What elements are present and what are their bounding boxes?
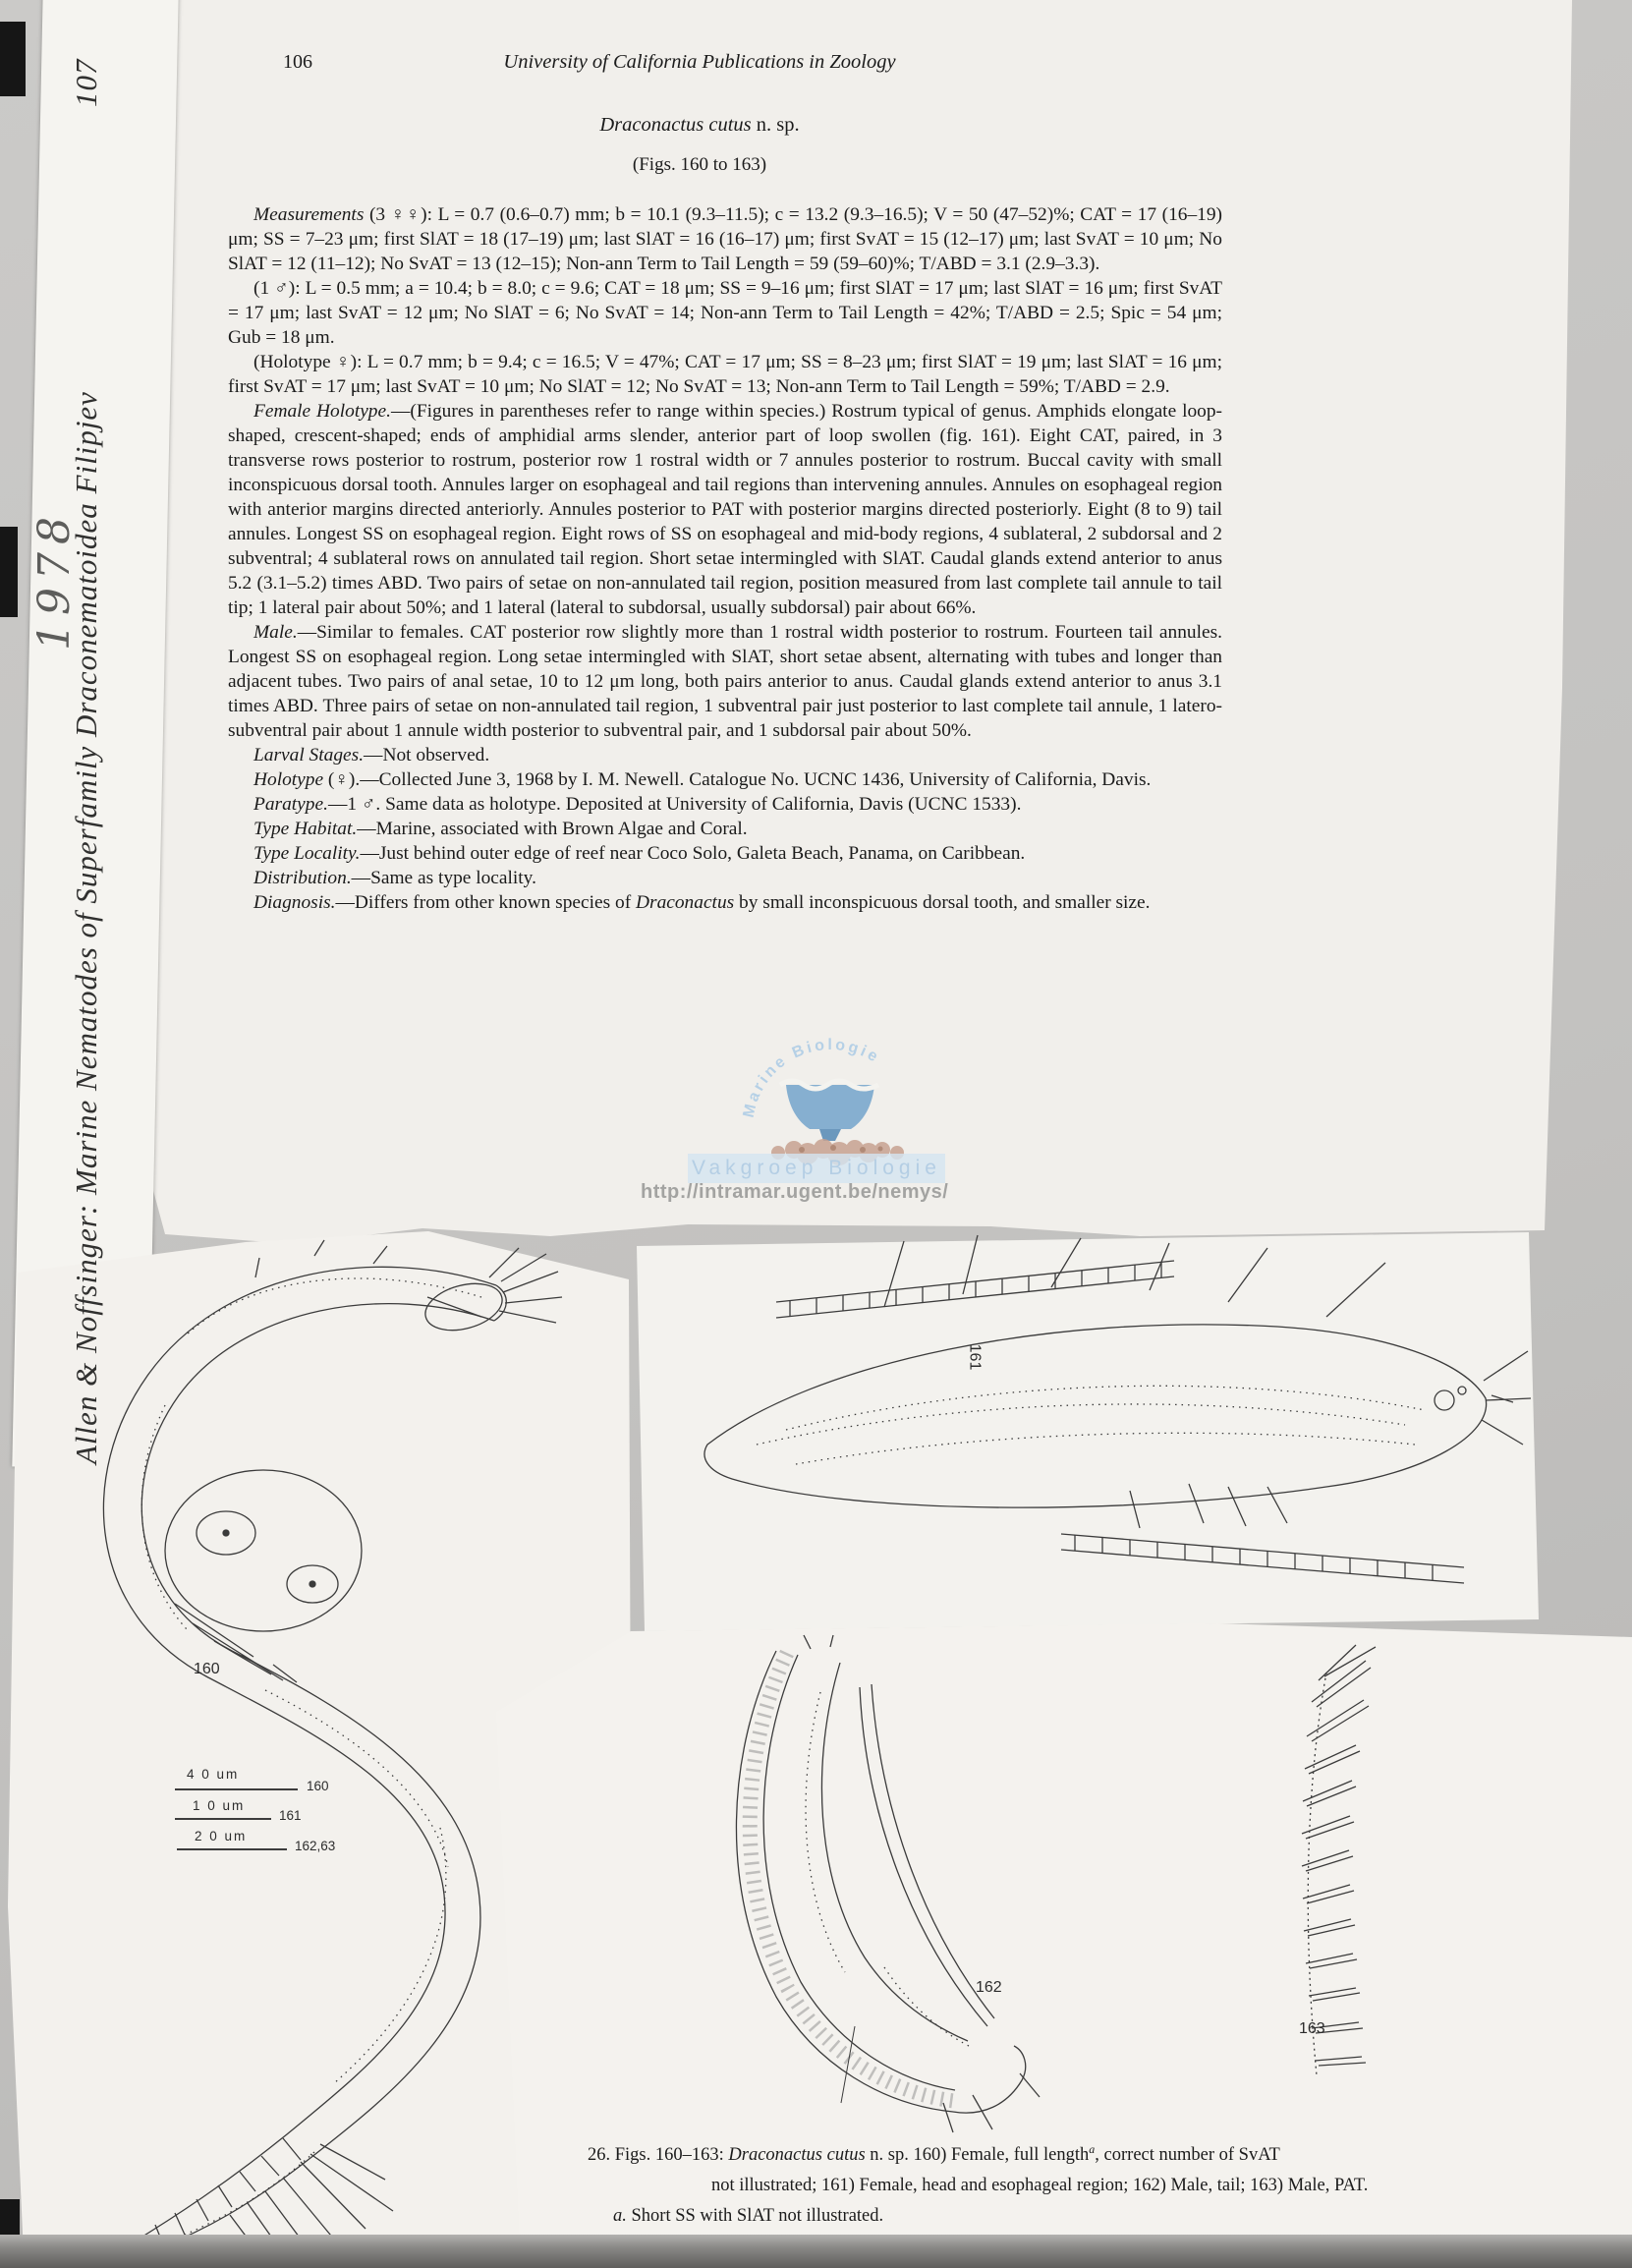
annule-blocks bbox=[750, 1653, 954, 2101]
handwritten-year: 1978 bbox=[29, 509, 80, 651]
figure-162-label: 162 bbox=[976, 1979, 1002, 1996]
paragraph-lead: Holotype bbox=[253, 769, 324, 790]
watermark-band bbox=[688, 1154, 945, 1183]
figure-161-label: 161 bbox=[966, 1343, 984, 1371]
head-setae bbox=[489, 1248, 562, 1323]
paragraph-lead: Female Holotype. bbox=[253, 401, 391, 422]
watermark-url: http://intramar.ugent.be/nemys/ bbox=[641, 1181, 949, 1203]
scan-stray-line bbox=[841, 2026, 855, 2103]
paragraph-text: (Holotype ♀): L = 0.7 mm; b = 9.4; c = 16.5; V = 47%; CAT = 17 μm; SS = 8–23 μm; first SlAT = 19 μm; last SlAT = 16 μm; first SvAT = 17 μm; last SvAT = 10 μm; No SlAT = 12; No SvAT = 13; Non-ann Term to Tail Length = 59%; T/ABD = 2.9. bbox=[228, 352, 1222, 397]
figure-161-drawing bbox=[639, 1233, 1538, 1631]
scalebar-length-label: 1 0 um bbox=[193, 1798, 246, 1813]
paragraph-text: —Not observed. bbox=[364, 745, 490, 765]
footnote-lead: a. bbox=[613, 2206, 627, 2227]
article-body bbox=[228, 202, 1222, 915]
paragraph-larval-stages bbox=[228, 743, 1222, 767]
tail-tip bbox=[953, 2046, 1026, 2113]
paragraph-distribution bbox=[228, 866, 1222, 890]
running-title-text: Allen & Noffsinger: Marine Nematodes of Superfamily Draconematoidea Filipjev bbox=[69, 391, 103, 1464]
paragraph-lead: Paratype. bbox=[253, 794, 328, 815]
page-number: 106 bbox=[283, 51, 312, 73]
paragraph-lead: Measurements bbox=[253, 204, 365, 225]
scan-edge-mark bbox=[0, 527, 18, 617]
stipple-texture bbox=[757, 1386, 1425, 1464]
paragraph-text: —Same as type locality. bbox=[351, 868, 536, 888]
ventral-tubes bbox=[1130, 1484, 1287, 1528]
paragraph-text: —Marine, associated with Brown Algae and Coral. bbox=[357, 819, 748, 839]
paragraph-text: —Similar to females. CAT posterior row slightly more than 1 rostral width posterior to rostrum. Fourteen tail annules. Longest SS on esophageal region. Long setae intermingled with SlAT, short setae absent, alternating with tubes and longer than adjacent tubes. Two pairs of anal setae, 10 to 12 μm long, both pairs anterior to anus. Caudal glands extend anterior to anus 3.1 times ABD. Three pairs of setae on non-annulated tail region, 1 subventral pair just posterior to last complete tail annule, 1 latero-subventral pair about 1 annule width posterior to subventral pair, and 1 subdorsal pair about 50%. bbox=[228, 622, 1222, 741]
nemys-watermark-logo bbox=[725, 1034, 936, 1166]
scan-edge-mark bbox=[0, 22, 26, 96]
paragraph-lead: Distribution. bbox=[253, 868, 352, 888]
figure-160-label: 160 bbox=[194, 1661, 220, 1677]
caption-text: n. sp. 160) Female, full length bbox=[865, 2145, 1090, 2166]
paragraph-lead: Larval Stages. bbox=[253, 745, 365, 765]
paragraph-text: (1 ♂): L = 0.5 mm; a = 10.4; b = 8.0; c = 9.6; CAT = 18 μm; SS = 9–16 μm; first SlAT = 17 μm; last SlAT = 16 μm; first SvAT = 17 μm; last SvAT = 12 μm; No SlAT = 6; No SvAT = 14; Non-ann Term to Tail Length = 42%; T/ABD = 2.5; Spic = 54 μm; Gub = 18 μm. bbox=[228, 278, 1222, 348]
paragraph-text: by small inconspicuous dorsal tooth, and smaller size. bbox=[734, 892, 1151, 913]
paragraph-measurements-holotype bbox=[228, 350, 1222, 399]
caption-footnote-marker: a bbox=[1089, 2142, 1096, 2156]
scan-bottom-band bbox=[0, 2235, 1632, 2268]
paragraph-female-holotype bbox=[228, 399, 1222, 620]
boat-hull-icon bbox=[786, 1085, 874, 1129]
figures-reference: (Figs. 160 to 163) bbox=[632, 154, 767, 175]
scalebar-line bbox=[177, 1848, 287, 1850]
scalebar-length-label: 4 0 um bbox=[187, 1767, 240, 1782]
paragraph-measurements-female bbox=[228, 202, 1222, 276]
top-annule-ladder bbox=[776, 1261, 1174, 1318]
bottom-annule-ladder bbox=[1061, 1534, 1464, 1583]
paragraph-measurements-male bbox=[228, 276, 1222, 350]
paragraph-text: —1 ♂. Same data as holotype. Deposited at University of California, Davis (UCNC 1533). bbox=[327, 794, 1022, 815]
sidebar-page-number: 107 bbox=[69, 59, 103, 108]
scalebar-figure-ref: 162,63 bbox=[295, 1839, 336, 1853]
caption-text: , correct number of SvAT bbox=[1095, 2145, 1280, 2166]
esophageal-bulb bbox=[165, 1470, 362, 1631]
paragraph-male bbox=[228, 620, 1222, 743]
paragraph-text: (♀).—Collected June 3, 1968 by I. M. Newell. Catalogue No. UCNC 1436, University of California, Davis. bbox=[323, 769, 1152, 790]
spicule bbox=[860, 1684, 994, 2026]
figure-162-drawing bbox=[629, 1633, 1041, 2134]
figure-163-drawing bbox=[1209, 1643, 1425, 2115]
setae-comb bbox=[1302, 1661, 1371, 2066]
genus-name: Draconactus bbox=[636, 892, 735, 913]
figure-163-label: 163 bbox=[1299, 2020, 1325, 2037]
species-suffix: n. sp. bbox=[751, 114, 800, 136]
paragraph-diagnosis bbox=[228, 890, 1222, 915]
paragraph-text: (3 ♀♀): L = 0.7 (0.6–0.7) mm; b = 10.1 (9.3–11.5); c = 13.2 (9.3–16.5); V = 50 (47–52)%; CAT = 17 (16–19) μm; SS = 7–23 μm; first SlAT = 18 (17–19) μm; last SlAT = 16 (16–17) μm; first SvAT = 15 (12–17) μm; last SvAT = 10 μm; No SlAT = 12 (11–12); No SvAT = 13 (12–15); Non-ann Term to Tail Length = 59 (59–60)%; T/ABD = 3.1 (2.9–3.3). bbox=[228, 204, 1222, 274]
caption-species: Draconactus cutus bbox=[728, 2145, 866, 2166]
species-name: Draconactus cutus bbox=[599, 114, 752, 136]
footnote-text: Short SS with SlAT not illustrated. bbox=[626, 2206, 884, 2227]
paragraph-paratype bbox=[228, 792, 1222, 817]
scalebar-length-label: 2 0 um bbox=[195, 1829, 248, 1843]
paragraph-lead: Type Locality. bbox=[253, 843, 361, 864]
paragraph-lead: Diagnosis. bbox=[253, 892, 336, 913]
figure-160-drawing bbox=[20, 1238, 629, 2255]
watermark-arc-text: Marine Biologie bbox=[740, 1036, 883, 1119]
caption-line-1 bbox=[588, 2134, 1511, 2171]
paragraph-type-locality bbox=[228, 841, 1222, 866]
paragraph-text: —Just behind outer edge of reef near Coco Solo, Galeta Beach, Panama, on Caribbean. bbox=[360, 843, 1026, 864]
setae bbox=[804, 1635, 992, 2132]
scalebar-line bbox=[175, 1788, 298, 1790]
scalebar-figure-ref: 161 bbox=[279, 1808, 302, 1823]
figure-caption bbox=[588, 2134, 1511, 2232]
tail-annule-ticks bbox=[155, 2138, 301, 2244]
paragraph-type-habitat bbox=[228, 817, 1222, 841]
caption-footnote bbox=[588, 2201, 1511, 2232]
paragraph-lead: Male. bbox=[253, 622, 298, 643]
caption-line-2: not illustrated; 161) Female, head and esophageal region; 162) Male, tail; 163) Male, PAT. bbox=[711, 2176, 1369, 2196]
paragraph-lead: Type Habitat. bbox=[253, 819, 358, 839]
body-spine bbox=[1308, 1673, 1326, 2075]
stipple-texture bbox=[141, 1278, 481, 2246]
watermark-band-text: Vakgroep Biologie bbox=[692, 1157, 941, 1179]
journal-title: University of California Publications in Zoology bbox=[503, 51, 896, 73]
paragraph-holotype bbox=[228, 767, 1222, 792]
species-title bbox=[228, 114, 1171, 137]
paragraph-text: —Differs from other known species of bbox=[335, 892, 637, 913]
head-detail bbox=[1435, 1351, 1531, 1445]
scalebar-figure-ref: 160 bbox=[307, 1779, 329, 1793]
scalebar-line bbox=[175, 1818, 271, 1820]
caption-prefix: 26. Figs. 160–163: bbox=[588, 2145, 729, 2166]
paragraph-text: —(Figures in parentheses refer to range within species.) Rostrum typical of genus. Amphids elongate loop-shaped, crescent-shaped; ends of amphidial arms slender, anterior part of loop swollen (fig. 161). Eight CAT, paired, in 3 transverse rows posterior to rostrum, posterior row 1 rostral width or 7 annules posterior to rostrum. Buccal cavity with small inconspicuous dorsal tooth. Annules larger on esophageal and tail regions than intervening annules. Annules on esophageal region with anterior margins directed anteriorly. Annules posterior to PAT with posterior margins directed posteriorly. Eight (8 to 9) tail annules. Longest SS on esophageal region. Eight rows of SS on esophageal and mid-body regions, 4 sublateral, 2 subdorsal and 2 subventral; 4 sublateral rows on annulated tail region. Short setae intermingled with SlAT. Caudal glands extend anterior to anus 5.2 (3.1–5.2) times ABD. Two pairs of setae on non-annulated tail region, position measured from last complete tail annule to tail tip; 1 lateral pair about 50%; and 1 lateral (lateral to subdorsal, usually subdorsal) pair about 66%. bbox=[228, 401, 1223, 618]
